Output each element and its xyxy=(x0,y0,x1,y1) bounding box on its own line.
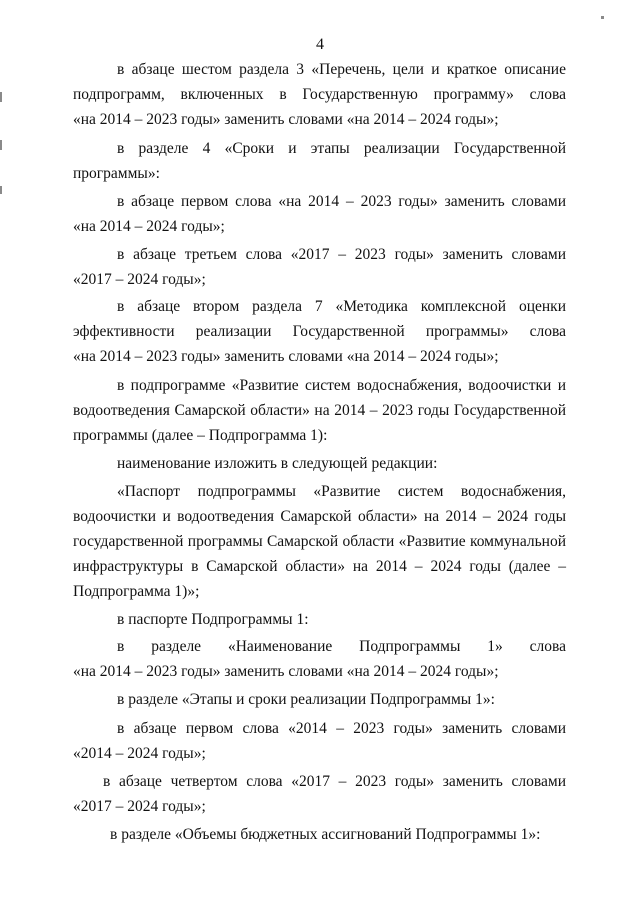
scan-mark-left-2 xyxy=(0,140,2,150)
text-line: в разделе «Объемы бюджетных ассигнований Подпрограммы 1»: xyxy=(110,826,541,843)
text-line: водоочистки и водоотведения Самарской области» на 2014 – 2024 годы xyxy=(73,508,566,525)
text-line: в абзаце первом слова «2014 – 2023 годы» заменить словами xyxy=(117,720,566,737)
text-line: наименование изложить в следующей редакции: xyxy=(117,455,438,472)
scan-mark-left-3 xyxy=(0,186,2,194)
text-line: «2014 – 2024 годы»; xyxy=(73,745,206,762)
text-line: в абзаце четвертом слова «2017 – 2023 годы» заменить словами xyxy=(103,773,566,790)
text-line: инфраструктуры в Самарской области» на 2014 – 2024 годы (далее – xyxy=(73,558,566,575)
text-line: «на 2014 – 2024 годы»; xyxy=(73,218,225,235)
text-line: в разделе «Этапы и сроки реализации Подпрограммы 1»: xyxy=(117,691,495,708)
text-line: эффективности реализации Государственной программы» слова xyxy=(73,323,566,340)
text-line: в абзаце первом слова «на 2014 – 2023 годы» заменить словами xyxy=(117,193,566,210)
text-line: в разделе «Наименование Подпрограммы 1» слова xyxy=(117,638,566,655)
text-line: в разделе 4 «Сроки и этапы реализации Государственной xyxy=(117,140,566,157)
text-line: «на 2014 – 2023 годы» заменить словами «на 2014 – 2024 годы»; xyxy=(73,111,499,128)
scan-mark-left-1 xyxy=(0,92,2,102)
text-line: «2017 – 2024 годы»; xyxy=(73,798,206,815)
text-line: подпрограмм, включенных в Государственную программу» слова xyxy=(73,86,566,103)
text-line: в подпрограмме «Развитие систем водоснабжения, водоочистки и xyxy=(117,377,566,394)
text-line: государственной программы Самарской области «Развитие коммунальной xyxy=(73,533,566,550)
text-line: водоотведения Самарской области» на 2014 – 2023 годы Государственной xyxy=(73,402,566,419)
text-line: в абзаце втором раздела 7 «Методика комплексной оценки xyxy=(117,298,566,315)
text-line: Подпрограмма 1)»; xyxy=(73,583,200,600)
text-line: в паспорте Подпрограммы 1: xyxy=(117,611,309,628)
text-line: в абзаце третьем слова «2017 – 2023 годы» заменить словами xyxy=(117,246,566,263)
text-line: «на 2014 – 2023 годы» заменить словами «на 2014 – 2024 годы»; xyxy=(73,663,499,680)
text-line: в абзаце шестом раздела 3 «Перечень, цели и краткое описание xyxy=(117,61,566,78)
page-number: 4 xyxy=(316,36,324,53)
text-line: программы (далее – Подпрограмма 1): xyxy=(73,427,328,444)
text-line: «2017 – 2024 годы»; xyxy=(73,271,206,288)
scan-mark-top-right xyxy=(601,16,604,19)
text-line: «на 2014 – 2023 годы» заменить словами «на 2014 – 2024 годы»; xyxy=(73,348,499,365)
text-line: программы»: xyxy=(73,165,160,182)
text-line: «Паспорт подпрограммы «Развитие систем водоснабжения, xyxy=(117,483,566,500)
